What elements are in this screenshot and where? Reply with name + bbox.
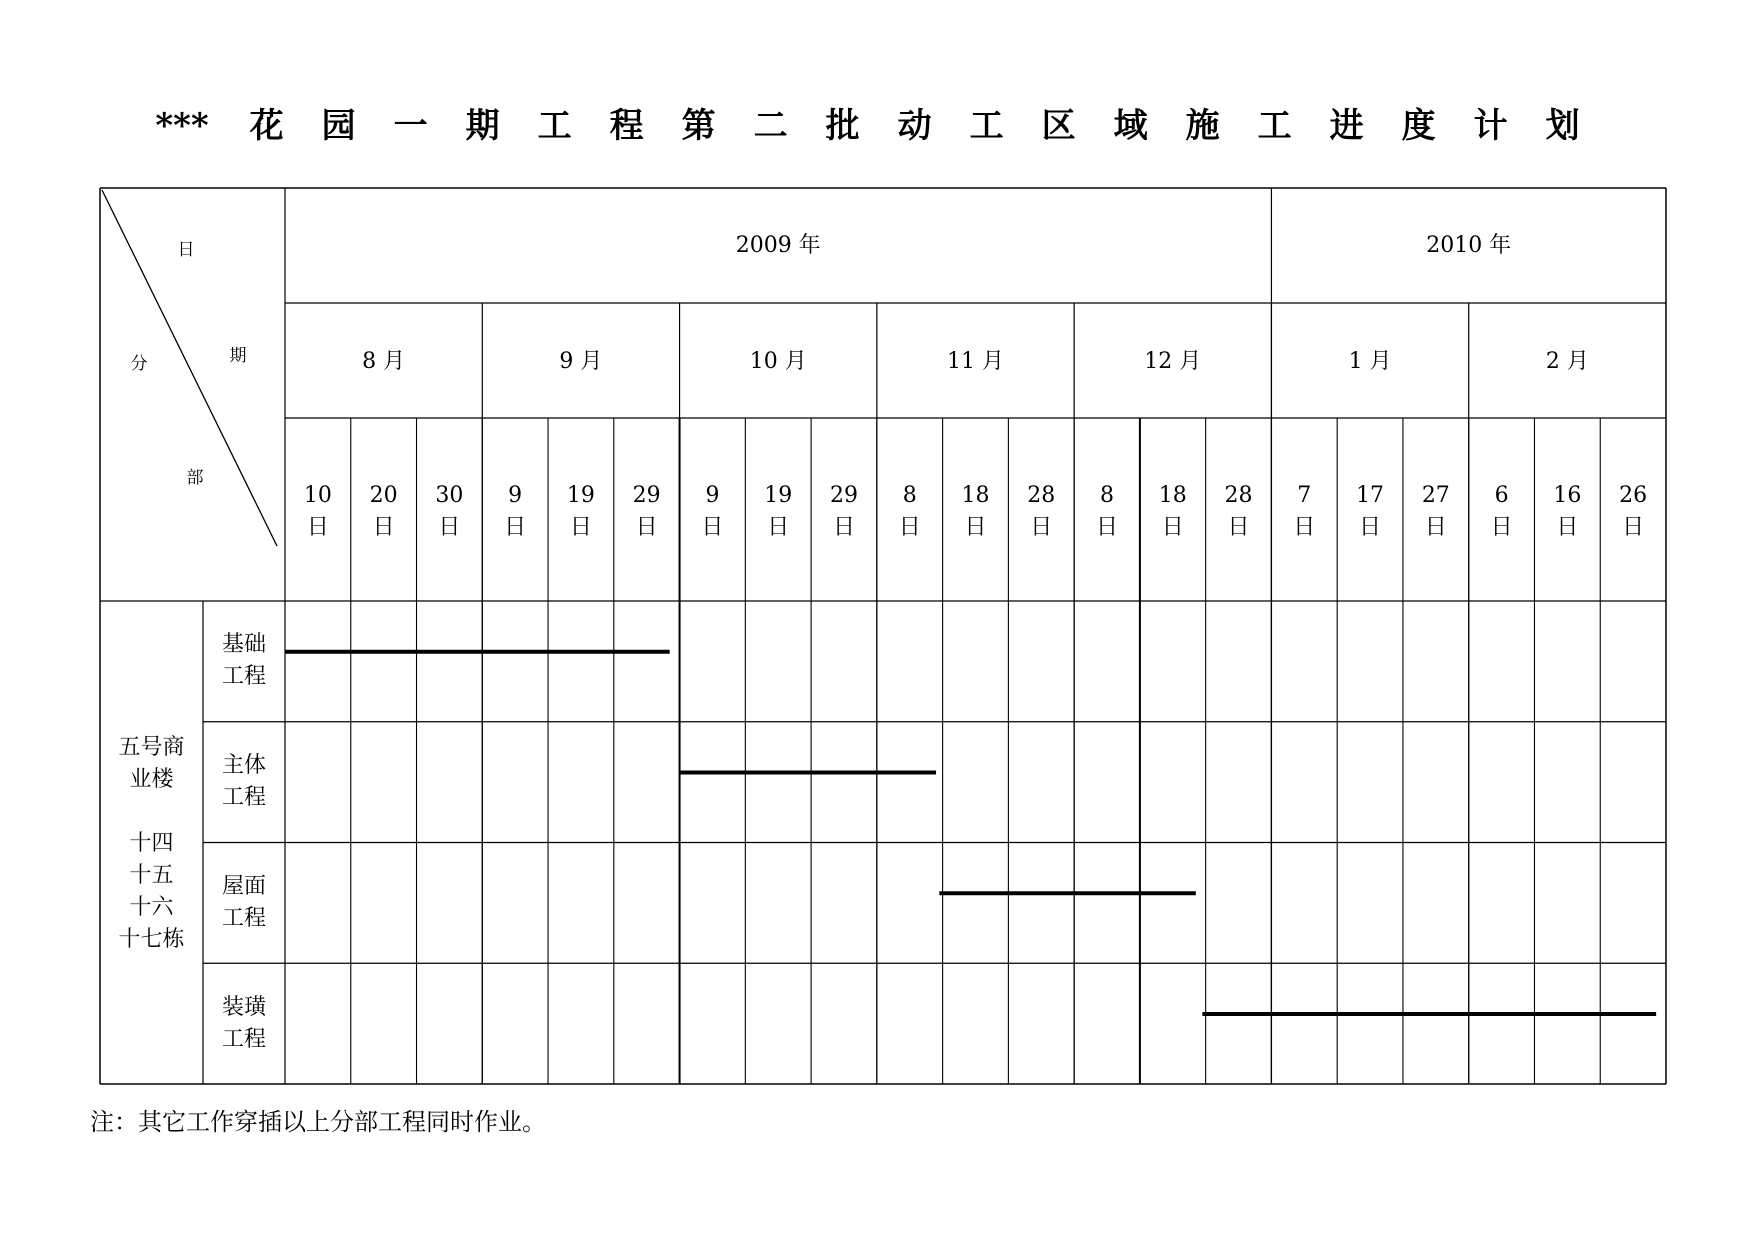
year-header: 2010 年 bbox=[1426, 233, 1512, 258]
task-name: 工程 bbox=[221, 905, 266, 931]
month-header: 12 月 bbox=[1144, 349, 1202, 374]
day-unit: 日 bbox=[1293, 515, 1316, 540]
day-number: 6 bbox=[1494, 483, 1509, 508]
day-unit: 日 bbox=[504, 515, 527, 540]
title-prefix: *** bbox=[155, 106, 209, 146]
month-header: 9 月 bbox=[559, 349, 603, 374]
building-name: 业楼 bbox=[129, 767, 174, 792]
day-unit: 日 bbox=[767, 515, 790, 540]
title-char: 施 bbox=[1185, 106, 1220, 146]
corner-label-date: 日 bbox=[177, 240, 195, 260]
month-header: 10 月 bbox=[749, 349, 807, 374]
day-number: 28 bbox=[1027, 483, 1056, 508]
task-name: 装璜 bbox=[221, 994, 266, 1020]
day-number: 26 bbox=[1619, 483, 1648, 508]
day-unit: 日 bbox=[1227, 515, 1250, 540]
corner-label-section: 分 bbox=[130, 354, 148, 374]
month-header: 11 月 bbox=[947, 349, 1004, 374]
footnote: 注：其它工作穿插以上分部工程同时作业。 bbox=[90, 1108, 546, 1136]
day-number: 27 bbox=[1421, 483, 1450, 508]
title-char: 工 bbox=[969, 106, 1004, 146]
title-char: 进 bbox=[1329, 106, 1364, 146]
day-unit: 日 bbox=[1490, 515, 1513, 540]
corner-label-part: 部 bbox=[186, 468, 204, 488]
title-char: 园 bbox=[321, 106, 356, 146]
day-unit: 日 bbox=[306, 515, 329, 540]
task-name: 基础 bbox=[221, 632, 266, 658]
year-header: 2009 年 bbox=[735, 233, 821, 258]
day-unit: 日 bbox=[1030, 515, 1053, 540]
task-name: 屋面 bbox=[221, 873, 266, 899]
building-name: 十五 bbox=[129, 863, 174, 888]
day-unit: 日 bbox=[372, 515, 395, 540]
title-char: 批 bbox=[825, 106, 860, 146]
day-number: 18 bbox=[961, 483, 990, 508]
title-char: 第 bbox=[681, 106, 716, 146]
day-unit: 日 bbox=[438, 515, 461, 540]
title-char: 二 bbox=[753, 106, 788, 146]
title-char: 动 bbox=[897, 106, 932, 146]
day-unit: 日 bbox=[1556, 515, 1579, 540]
task-name: 工程 bbox=[221, 1026, 266, 1052]
title-char: 工 bbox=[1257, 106, 1292, 146]
day-unit: 日 bbox=[964, 515, 987, 540]
day-unit: 日 bbox=[1622, 515, 1645, 540]
month-header: 1 月 bbox=[1348, 349, 1392, 374]
day-number: 19 bbox=[764, 483, 793, 508]
day-number: 10 bbox=[303, 483, 332, 508]
day-number: 29 bbox=[632, 483, 661, 508]
day-number: 16 bbox=[1553, 483, 1582, 508]
day-number: 8 bbox=[1100, 483, 1115, 508]
day-number: 9 bbox=[508, 483, 523, 508]
day-number: 30 bbox=[435, 483, 464, 508]
day-number: 19 bbox=[566, 483, 595, 508]
building-name: 十六 bbox=[129, 895, 174, 920]
title-char: 计 bbox=[1473, 106, 1508, 146]
day-number: 9 bbox=[705, 483, 720, 508]
day-unit: 日 bbox=[1096, 515, 1119, 540]
day-unit: 日 bbox=[898, 515, 921, 540]
day-number: 20 bbox=[369, 483, 398, 508]
task-name: 工程 bbox=[221, 785, 266, 811]
day-number: 17 bbox=[1356, 483, 1385, 508]
building-name: 十四 bbox=[129, 831, 174, 856]
title-char: 花 bbox=[249, 106, 284, 146]
day-number: 7 bbox=[1297, 483, 1312, 508]
day-unit: 日 bbox=[832, 515, 855, 540]
month-header: 8 月 bbox=[362, 349, 406, 374]
day-unit: 日 bbox=[1161, 515, 1184, 540]
month-header: 2 月 bbox=[1545, 349, 1589, 374]
title-char: 域 bbox=[1113, 106, 1148, 146]
day-unit: 日 bbox=[701, 515, 724, 540]
day-number: 29 bbox=[829, 483, 858, 508]
task-name: 工程 bbox=[221, 664, 266, 690]
title-char: 度 bbox=[1401, 106, 1436, 146]
day-unit: 日 bbox=[1424, 515, 1447, 540]
title-char: 一 bbox=[393, 106, 428, 146]
task-name: 主体 bbox=[221, 753, 266, 779]
day-number: 18 bbox=[1158, 483, 1187, 508]
day-number: 8 bbox=[902, 483, 917, 508]
title-char: 划 bbox=[1545, 106, 1580, 146]
title-char: 期 bbox=[465, 106, 500, 146]
title-char: 工 bbox=[537, 106, 572, 146]
corner-label-period: 期 bbox=[229, 346, 247, 366]
building-name: 十七栋 bbox=[118, 927, 185, 952]
day-unit: 日 bbox=[569, 515, 592, 540]
title-char: 区 bbox=[1041, 106, 1076, 146]
day-unit: 日 bbox=[635, 515, 658, 540]
title-char: 程 bbox=[609, 106, 644, 146]
day-number: 28 bbox=[1224, 483, 1253, 508]
building-name: 五号商 bbox=[118, 735, 185, 760]
day-unit: 日 bbox=[1359, 515, 1382, 540]
